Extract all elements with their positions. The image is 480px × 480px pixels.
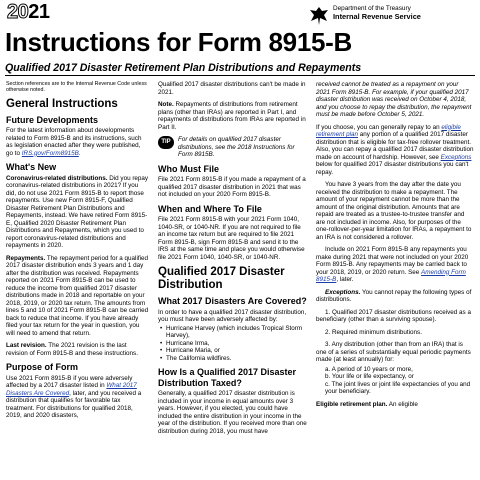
note-paragraph: Note. Repayments of distributions from retirement plans (other than IRAs) are reported in Part I, and repayments of distributions from IRAs are reported in Part II. <box>158 101 306 131</box>
last-revision-paragraph: Last revision. The 2021 revision is the last revision of Form 8915-B and these instructions. <box>6 342 138 357</box>
exception-item-3: 3. Any distribution (other than from an IRA) that is one of a series of substantially equal periodic payments made (at least annually) for: <box>316 341 471 363</box>
exception-sub-a: a. A period of 10 years or more, <box>325 365 413 373</box>
column-1 <box>6 81 149 425</box>
tip-icon: TIP <box>158 136 174 149</box>
column-3 <box>316 81 474 413</box>
year-mark <box>7 1 50 24</box>
exception-sub-b: b. Your life or life expectancy, or <box>325 373 414 380</box>
list-item: • Hurricane Maria, or <box>158 347 308 355</box>
exception-item-1: 1. Qualified 2017 disaster distributions received as a beneficiary (other than a surviving spouse). <box>316 308 471 323</box>
amending-link[interactable]: Amending Form 8915-B <box>316 268 466 283</box>
qualified-distribution-heading: Qualified 2017 Disaster Distribution <box>158 266 285 291</box>
eligible-plan-link[interactable]: eligible retirement plan <box>316 123 461 138</box>
what-disasters-heading: What 2017 Disasters Are Covered? <box>158 296 307 306</box>
choose-repay-paragraph: If you choose, you can generally repay to an eligible retirement plan any portion of a qualified 2017 disaster distribution that is eligible for tax-free rollover treatment. Also, you can repay a qualified 2017 disaster distribution made on account of hardship. However, see Exceptions below for qualified 2017 disaster distributions you can't repay. <box>316 123 474 176</box>
dept-line: Department of the Treasury <box>333 5 411 12</box>
disaster-list <box>158 325 308 363</box>
eligible-plan-paragraph: Eligible retirement plan. An eligible <box>316 400 418 408</box>
how-taxed-heading: How Is a Qualified 2017 Disaster Distribution Taxed? <box>158 367 297 388</box>
exception-item-2: 2. Required minimum distributions. <box>325 328 422 336</box>
future-developments-text: For the latest information about developments related to Form 8915-B and its instructions, such as legislation enacted after they were published, go to IRS.gov/Form8915B. <box>6 127 142 157</box>
column-2 <box>158 81 308 440</box>
exceptions-paragraph: Exceptions. You cannot repay the following types of distributions. <box>316 288 472 303</box>
covid-paragraph: Coronavirus-related distributions. Did you repay coronavirus-related distributions in 2021? If you did, do not use 2021 Form 8915-B to report those repayments. Use new Form 8915-F, Qualified Disaster Retirement Plan Distributions and Repayments, instead. We have retired Form 8915-E, Qualified 2020 Disaster Retirement Plan Distributions and Repayments, which you used to report coronavirus-related distributions and repayments in 2020. <box>6 174 149 250</box>
who-must-file-heading: Who Must File <box>158 163 219 174</box>
document-title: Instructions for Form 8915-B <box>5 27 352 57</box>
tip-text: For details on qualified 2017 disaster distributions, see the 2018 Instructions for Form 8915B. <box>178 136 295 158</box>
future-developments-heading: Future Developments <box>6 114 99 125</box>
list-item: • Hurricane Harvey (which includes Tropical Storm Harvey), <box>158 325 308 340</box>
repayments-paragraph: Repayments. The repayment period for a qualified 2017 disaster distribution ends 3 years and 1 day after the distribution was received. Repayments reported on 2021 Form 8915-B can be used to reduce the income from qualified 2017 disaster distributions made in 2018 and reportable on your 2018, 2019, or 2020 tax return. The amounts from lines 5 and 10 of 2021 Form 8915-B can be carried back to reduce that income. If you have already filed your tax return for the year in question, you will need to amend that return. <box>6 254 149 337</box>
what-disasters-text: In order to have a qualified 2017 disaster distribution, you must have been adversely affected by: <box>158 308 307 323</box>
year-suffix: 21 <box>28 1 50 23</box>
agency-block <box>333 5 421 21</box>
document-subtitle: Qualified 2017 Disaster Retirement Plan Distributions and Repayments <box>5 62 362 74</box>
list-item: • Hurricane Irma, <box>158 340 308 348</box>
who-must-file-text: File 2021 Form 8915-B if you made a repayment of a qualified 2017 disaster distribution in 2021 that was not included on your 2020 Form 8915-B. <box>158 176 306 198</box>
whats-new-heading: What's New <box>6 162 57 173</box>
section-reference: Section references are to the Internal Revenue Code unless otherwise noted. <box>6 81 147 94</box>
year-prefix: 20 <box>7 1 29 23</box>
purpose-heading: Purpose of Form <box>6 362 79 373</box>
irs-line: Internal Revenue Service <box>333 12 421 21</box>
general-instructions-heading: General Instructions <box>6 97 118 110</box>
cant-be-made-text: Qualified 2017 disaster distributions can't be made in 2021. <box>158 81 306 96</box>
exception-sub-c: c. The joint lives or joint life expectancies of you and your beneficiary. <box>325 380 471 395</box>
disasters-covered-link[interactable]: What 2017 Disasters Are Covered <box>6 382 137 397</box>
include-paragraph: Include on 2021 Form 8915-B any repayments you make during 2021 that were not included on your 2020 Form 8915-B. Any repayments may be carried back to your 2018, 2019, or 2020 return. See Amending Form 8915-B, later. <box>316 246 469 283</box>
irs-form-link[interactable]: IRS.gov/Form8915B <box>21 149 79 157</box>
when-where-heading: When and Where To File <box>158 203 262 214</box>
when-where-text: File 2021 Form 8915-B with your 2021 Form 1040, 1040-SR, or 1040-NR. If you are not required to file an income tax return but are required to file 2021 Form 8915-B, sign Form 8915-B and send it to the IRS at the same time and place you would otherwise file 2021 Form 1040, 1040-SR, or 1040-NR. <box>158 216 305 261</box>
header-rule <box>5 75 475 76</box>
tip-box <box>158 136 308 159</box>
three-years-paragraph: You have 3 years from the day after the date you received the distribution to make a repayment. The amount of your repayment cannot be more than the amount of the original distribution. Amounts that are repaid are treated as a trustee-to-trustee transfer and are not included in income. Also, for purposes of the one-rollover-per-year limitation for IRAs, a repayment to an IRA is not considered a rollover. <box>316 181 472 241</box>
repayment-example-text: received cannot be treated as a repayment on your 2021 Form 8915-B. For example, if your qualified 2017 disaster distribution was received on October 4, 2018, and you choose to repay the distribution, the repayment must be made before October 5, 2021. <box>316 81 472 118</box>
list-item: • The California wildfires. <box>158 355 308 363</box>
purpose-paragraph: Use 2021 Form 8915-B if you were adversely affected by a 2017 disaster listed in What 2017 Disasters Are Covered, later, and you received a distribution that qualifies for favorable tax treatment. For distributions for qualified 2018, 2019, and 2020 disasters, <box>6 374 142 420</box>
treasury-eagle-logo <box>308 5 330 27</box>
exceptions-link[interactable]: Exceptions <box>440 153 472 161</box>
how-taxed-text: Generally, a qualified 2017 disaster distribution is included in your income in equal amounts over 3 years. However, if you elected, you could have included the entire distribution in your income in the year of the distribution. If you received more than one distribution during 2018, you must have <box>158 390 307 435</box>
